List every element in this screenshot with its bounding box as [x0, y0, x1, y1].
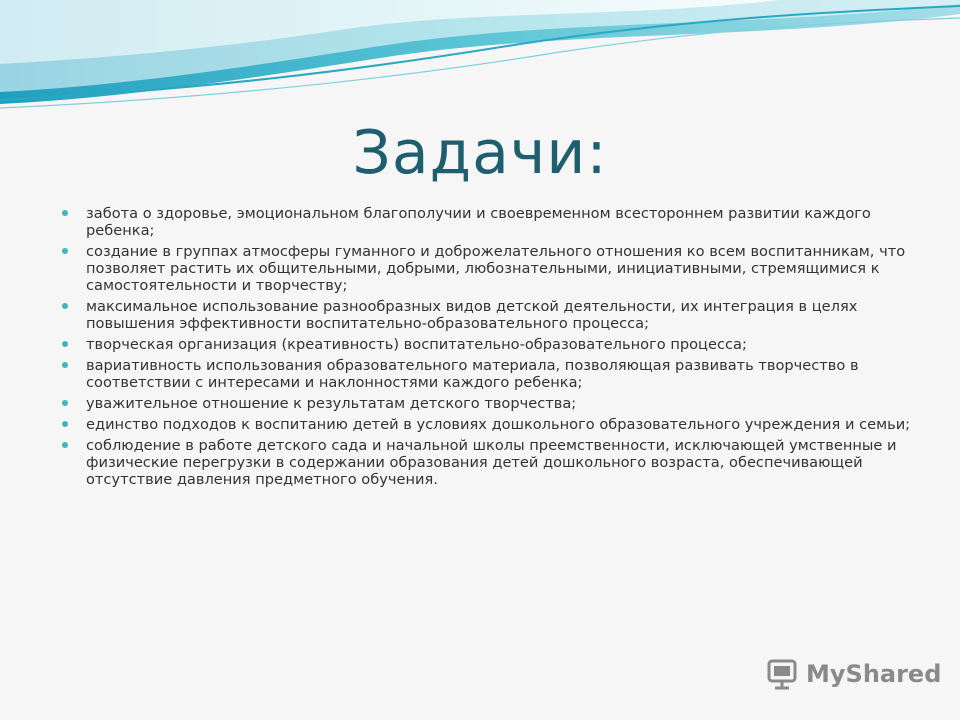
list-item [62, 336, 912, 353]
bullet-icon [62, 248, 68, 254]
list-item-text: вариативность использования образовательного материала, позволяющая развивать творчество в соответствии с интересами и наклонностями каждого ребенка; [86, 357, 859, 391]
mouse-icon [766, 657, 800, 691]
header-wave-decoration [0, 0, 960, 120]
slide-title: Задачи: [352, 118, 608, 188]
list-item [62, 243, 912, 294]
list-item [62, 357, 912, 391]
list-item [62, 416, 912, 433]
bullet-icon [62, 341, 68, 347]
list-item-text: создание в группах атмосферы гуманного и доброжелательного отношения ко всем воспитанникам, что позволяет растить их общительными, добрыми, любознательными, инициативными, стремящимися к самостоятельности и творчеству; [86, 243, 906, 294]
list-item-text: уважительное отношение к результатам детского творчества; [86, 395, 577, 412]
list-item-text: творческая организация (креативность) воспитательно-образовательного процесса; [86, 336, 747, 353]
bullet-icon [62, 362, 68, 368]
list-item-text: забота о здоровье, эмоциональном благополучии и своевременном всестороннем развитии каждого ребенка; [86, 205, 871, 239]
list-item [62, 437, 912, 488]
list-item-text: единство подходов к воспитанию детей в условиях дошкольного образовательного учреждения и семьи; [86, 416, 911, 433]
bullet-icon [62, 210, 68, 216]
watermark-text: MyShared [806, 660, 942, 688]
bullet-icon [62, 303, 68, 309]
bullet-icon [62, 421, 68, 427]
bullet-icon [62, 400, 68, 406]
bullet-icon [62, 442, 68, 448]
list-item [62, 298, 912, 332]
list-item-text: соблюдение в работе детского сада и начальной школы преемственности, исключающей умственные и физические перегрузки в содержании образования детей дошкольного возраста, обеспечивающей отсутствие давления предметного обучения. [86, 437, 897, 488]
list-item [62, 395, 912, 412]
list-item-text: максимальное использование разнообразных видов детской деятельности, их интеграция в целях повышения эффективности воспитательно-образовательного процесса; [86, 298, 858, 332]
task-list [62, 205, 912, 492]
list-item [62, 205, 912, 239]
myshared-watermark[interactable] [766, 656, 941, 692]
